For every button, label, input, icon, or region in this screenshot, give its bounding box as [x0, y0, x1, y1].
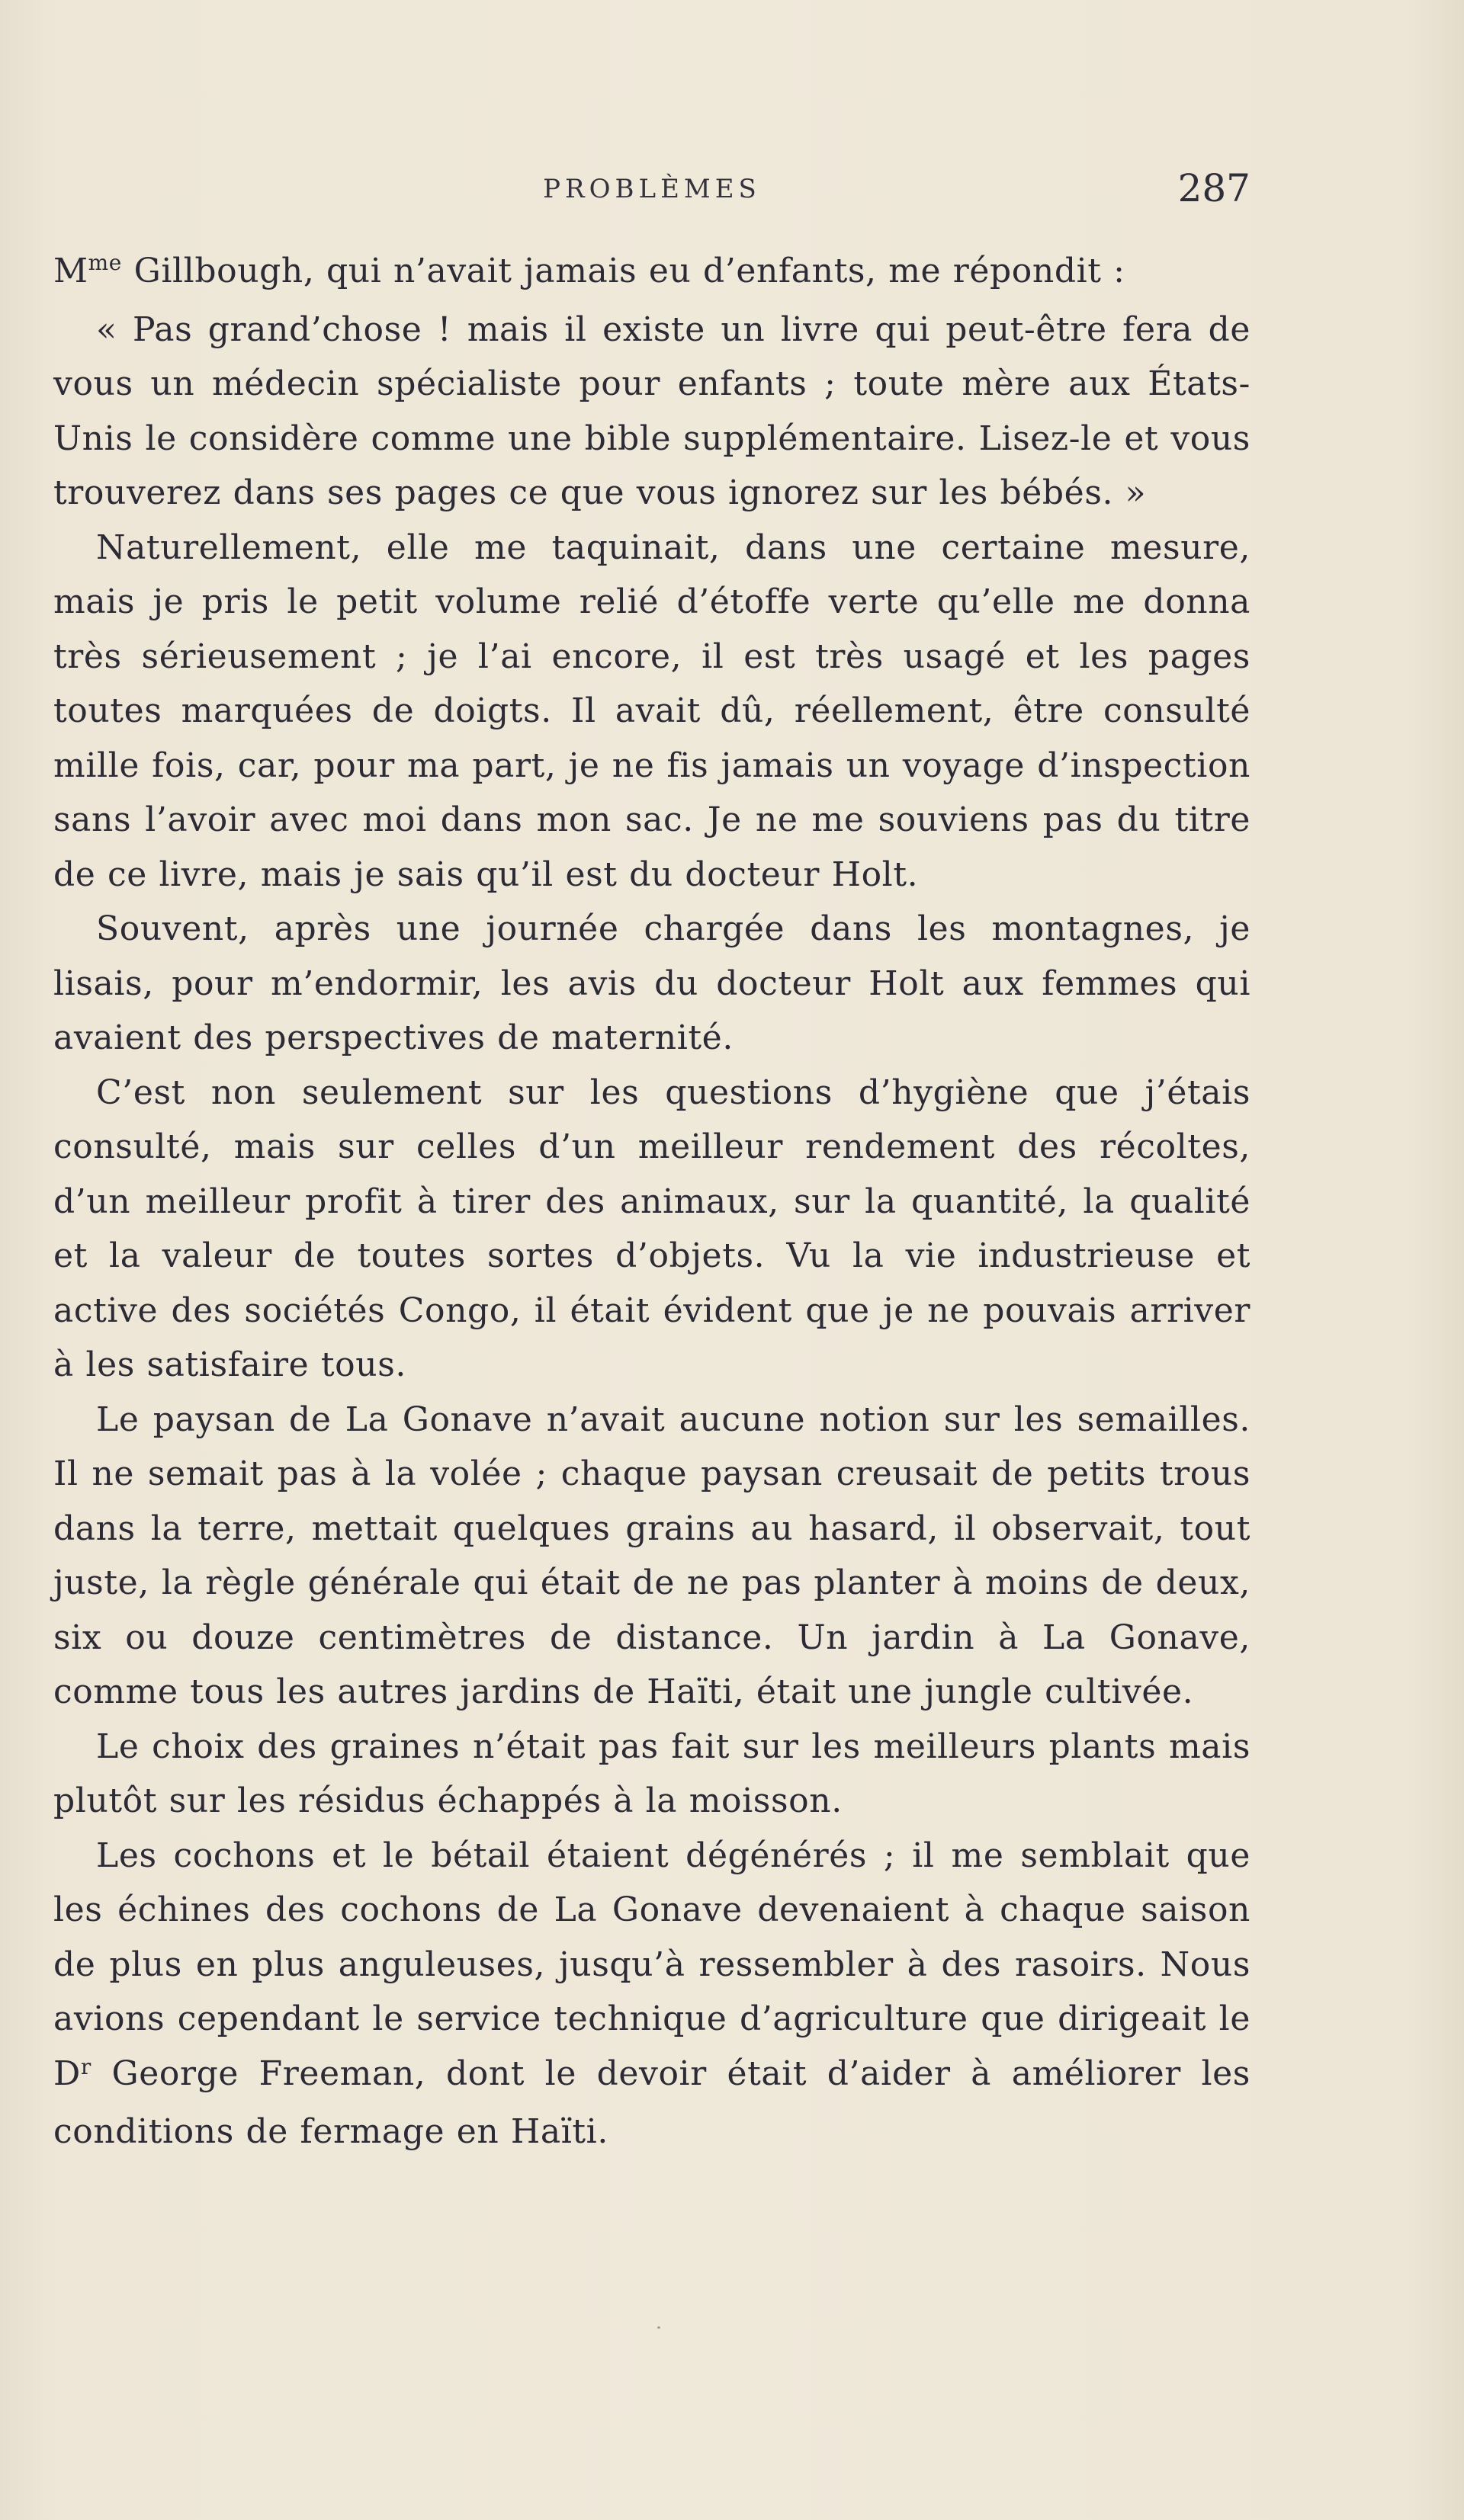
paper-speck: [657, 2326, 660, 2329]
paragraph-text: Les cochons et le bétail étaient dégénérés ; il me semblait que les échines des cochons de La Gonave devenaient à chaque saison de plus en plus anguleuses, jusqu’à ressembler à des rasoirs. Nous avions cependant le service technique d’agriculture que dirigeait le D: [53, 1835, 1250, 2093]
paragraph: Naturellement, elle me taquinait, dans une certaine mesure, mais je pris le petit volume relié d’étoffe verte qu’elle me donna très sérieusement ; je l’ai encore, il est très usagé et les pages toutes marquées de doigts. Il avait dû, réellement, être consulté mille fois, car, pour ma part, je ne fis jamais un voyage d’inspection sans l’avoir avec moi dans mon sac. Je ne me souviens pas du titre de ce livre, mais je sais qu’il est du docteur Holt.: [53, 527, 1250, 894]
paragraph: [53, 244, 1250, 303]
running-head: [53, 166, 1250, 220]
paragraph: Le paysan de La Gonave n’avait aucune notion sur les semailles. Il ne semait pas à la volée ; chaque paysan creusait de petits trous dans la terre, mettait quelques grains au hasard, il observait, tout juste, la règle générale qui était de ne pas planter à moins de deux, six ou douze centimètres de distance. Un jardin à La Gonave, comme tous les autres jardins de Haïti, était une jungle cultivée.: [53, 1399, 1250, 1711]
running-title: PROBLÈMES: [543, 174, 761, 204]
body-text: [53, 244, 1250, 2159]
paragraph-text: George Freeman, dont le devoir était d’aider à améliorer les conditions de fermage en Haïti.: [53, 2054, 1250, 2151]
paragraph: Souvent, après une journée chargée dans les montagnes, je lisais, pour m’endormir, les avis du docteur Holt aux femmes qui avaient des perspectives de maternité.: [53, 909, 1250, 1057]
paragraph: [53, 1829, 1250, 2159]
paragraph-text: Gillbough, qui n’avait jamais eu d’enfants, me répondit :: [121, 252, 1125, 290]
paragraph: Le choix des graines n’était pas fait sur les meilleurs plants mais plutôt sur les résidus échappés à la moisson.: [53, 1726, 1250, 1820]
honorific-m: M: [53, 252, 88, 290]
paragraph: C’est non seulement sur les questions d’hygiène que j’étais consulté, mais sur celles d’un meilleur rendement des récoltes, d’un meilleur profit à tirer des animaux, sur la quantité, la qualité et la valeur de toutes sortes d’objets. Vu la vie industrieuse et active des sociétés Congo, il était évident que je ne pouvais arriver à les satisfaire tous.: [53, 1072, 1250, 1384]
honorific-superscript: me: [88, 250, 122, 275]
page-number: 287: [1177, 166, 1250, 210]
doctor-superscript: r: [80, 2054, 92, 2079]
paragraph: « Pas grand’chose ! mais il existe un livre qui peut-être fera de vous un médecin spécialiste pour enfants ; toute mère aux États-Unis le considère comme une bible supplémentaire. Lisez-le et vous trouverez dans ses pages ce que vous ignorez sur les bébés. »: [53, 309, 1250, 512]
